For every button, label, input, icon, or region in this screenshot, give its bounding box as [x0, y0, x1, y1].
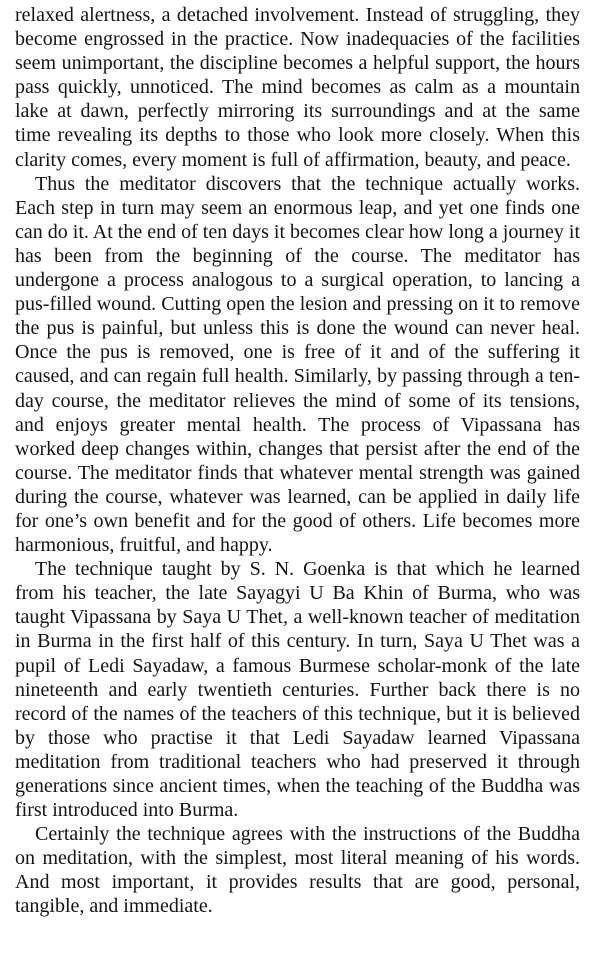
paragraph-4: Certainly the technique agrees with the instructions of the Buddha on meditation, with the simplest, most literal meaning of his words. And most important, it provides results that are good, personal, tangible, and immediate. — [15, 823, 580, 918]
paragraph-1: relaxed alertness, a detached involvement. Instead of struggling, they become engrossed in the practice. Now inadequacies of the facilities seem unimportant, the discipline becomes a helpful support, the hours pass quickly, unnoticed. The mind becomes as calm as a mountain lake at dawn, perfectly mirroring its surroundings and at the same time revealing its depths to those who look more closely. When this clarity comes, every moment is full of affirmation, beauty, and peace. — [15, 4, 580, 171]
paragraph-3: The technique taught by S. N. Goenka is that which he learned from his teacher, the late Sayagyi U Ba Khin of Burma, who was taught Vipassana by Saya U Thet, a well-known teacher of meditation in Burma in the first half of this century. In turn, Saya U Thet was a pupil of Ledi Sayadaw, a famous Burmese scholar-monk of the late nineteenth and early twentieth centuries. Further back there is no record of the names of the teachers of this technique, but it is believed by those who practise it that Ledi Sayadaw learned Vipassana meditation from traditional teachers who had preserved it through generations since ancient times, when the teaching of the Buddha was first introduced into Burma. — [15, 558, 580, 822]
paragraph-2: Thus the meditator discovers that the technique actually works. Each step in turn may seem an enormous leap, and yet one finds one can do it. At the end of ten days it becomes clear how long a journey it has been from the beginning of the course. The meditator has undergone a process analogous to a surgical operation, to lancing a pus-filled wound. Cutting open the lesion and pressing on it to remove the pus is painful, but unless this is done the wound can never heal. Once the pus is removed, one is free of it and of the suffering it caused, and can regain full health. Similarly, by passing through a ten-day course, the meditator relieves the mind of some of its tensions, and enjoys greater mental health. The process of Vipassana has worked deep changes within, changes that persist after the end of the course. The meditator finds that whatever mental strength was gained during the course, whatever was learned, can be applied in daily life for one’s own benefit and for the good of others. Life becomes more harmonious, fruitful, and happy. — [15, 172, 580, 557]
